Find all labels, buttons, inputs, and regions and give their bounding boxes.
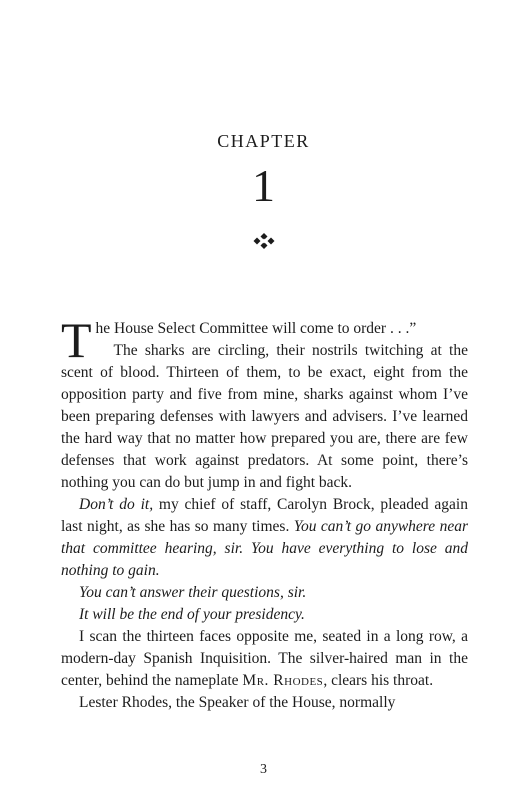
paragraph: Don’t do it, my chief of staff, Carolyn Brock, pleaded again last night, as she has so many times. You can’t go anywhere near that committee hearing, sir. You have everything to lose and nothing to gain.: [61, 496, 468, 579]
paragraph: Lester Rhodes, the Speaker of the House, normally: [79, 694, 396, 711]
chapter-label: CHAPTER: [217, 131, 310, 151]
nameplate-text: Mr. Rhodes: [242, 672, 324, 689]
paragraph: The sharks are circling, their nostrils twitching at the scent of blood. Thirteen of them, to be exact, eight from the opposition party and five from mine, sharks against whom I’ve been preparing defenses with lawyers and advisers. I’ve learned the hard way that no matter how prepared you are, there are few defenses that work against predators. At some point, there’s nothing you can do but jump in and fight back.: [61, 342, 468, 491]
drop-cap: T: [61, 312, 92, 368]
paragraph: You can’t answer their questions, sir.: [79, 584, 307, 601]
body-text: [61, 312, 468, 714]
page-number: 3: [260, 762, 267, 777]
diamond-ornament-icon: [251, 232, 277, 250]
paragraph: The House Select Committee will come to order . . .”: [61, 312, 417, 368]
chapter-number: 1: [252, 160, 275, 211]
paragraph: It will be the end of your presidency.: [79, 606, 305, 623]
paragraph: I scan the thirteen faces opposite me, seated in a long row, a modern-day Spanish Inquisition. The silver-haired man in the center, behind the nameplate Mr. Rhodes, clears his throat.: [61, 628, 468, 689]
